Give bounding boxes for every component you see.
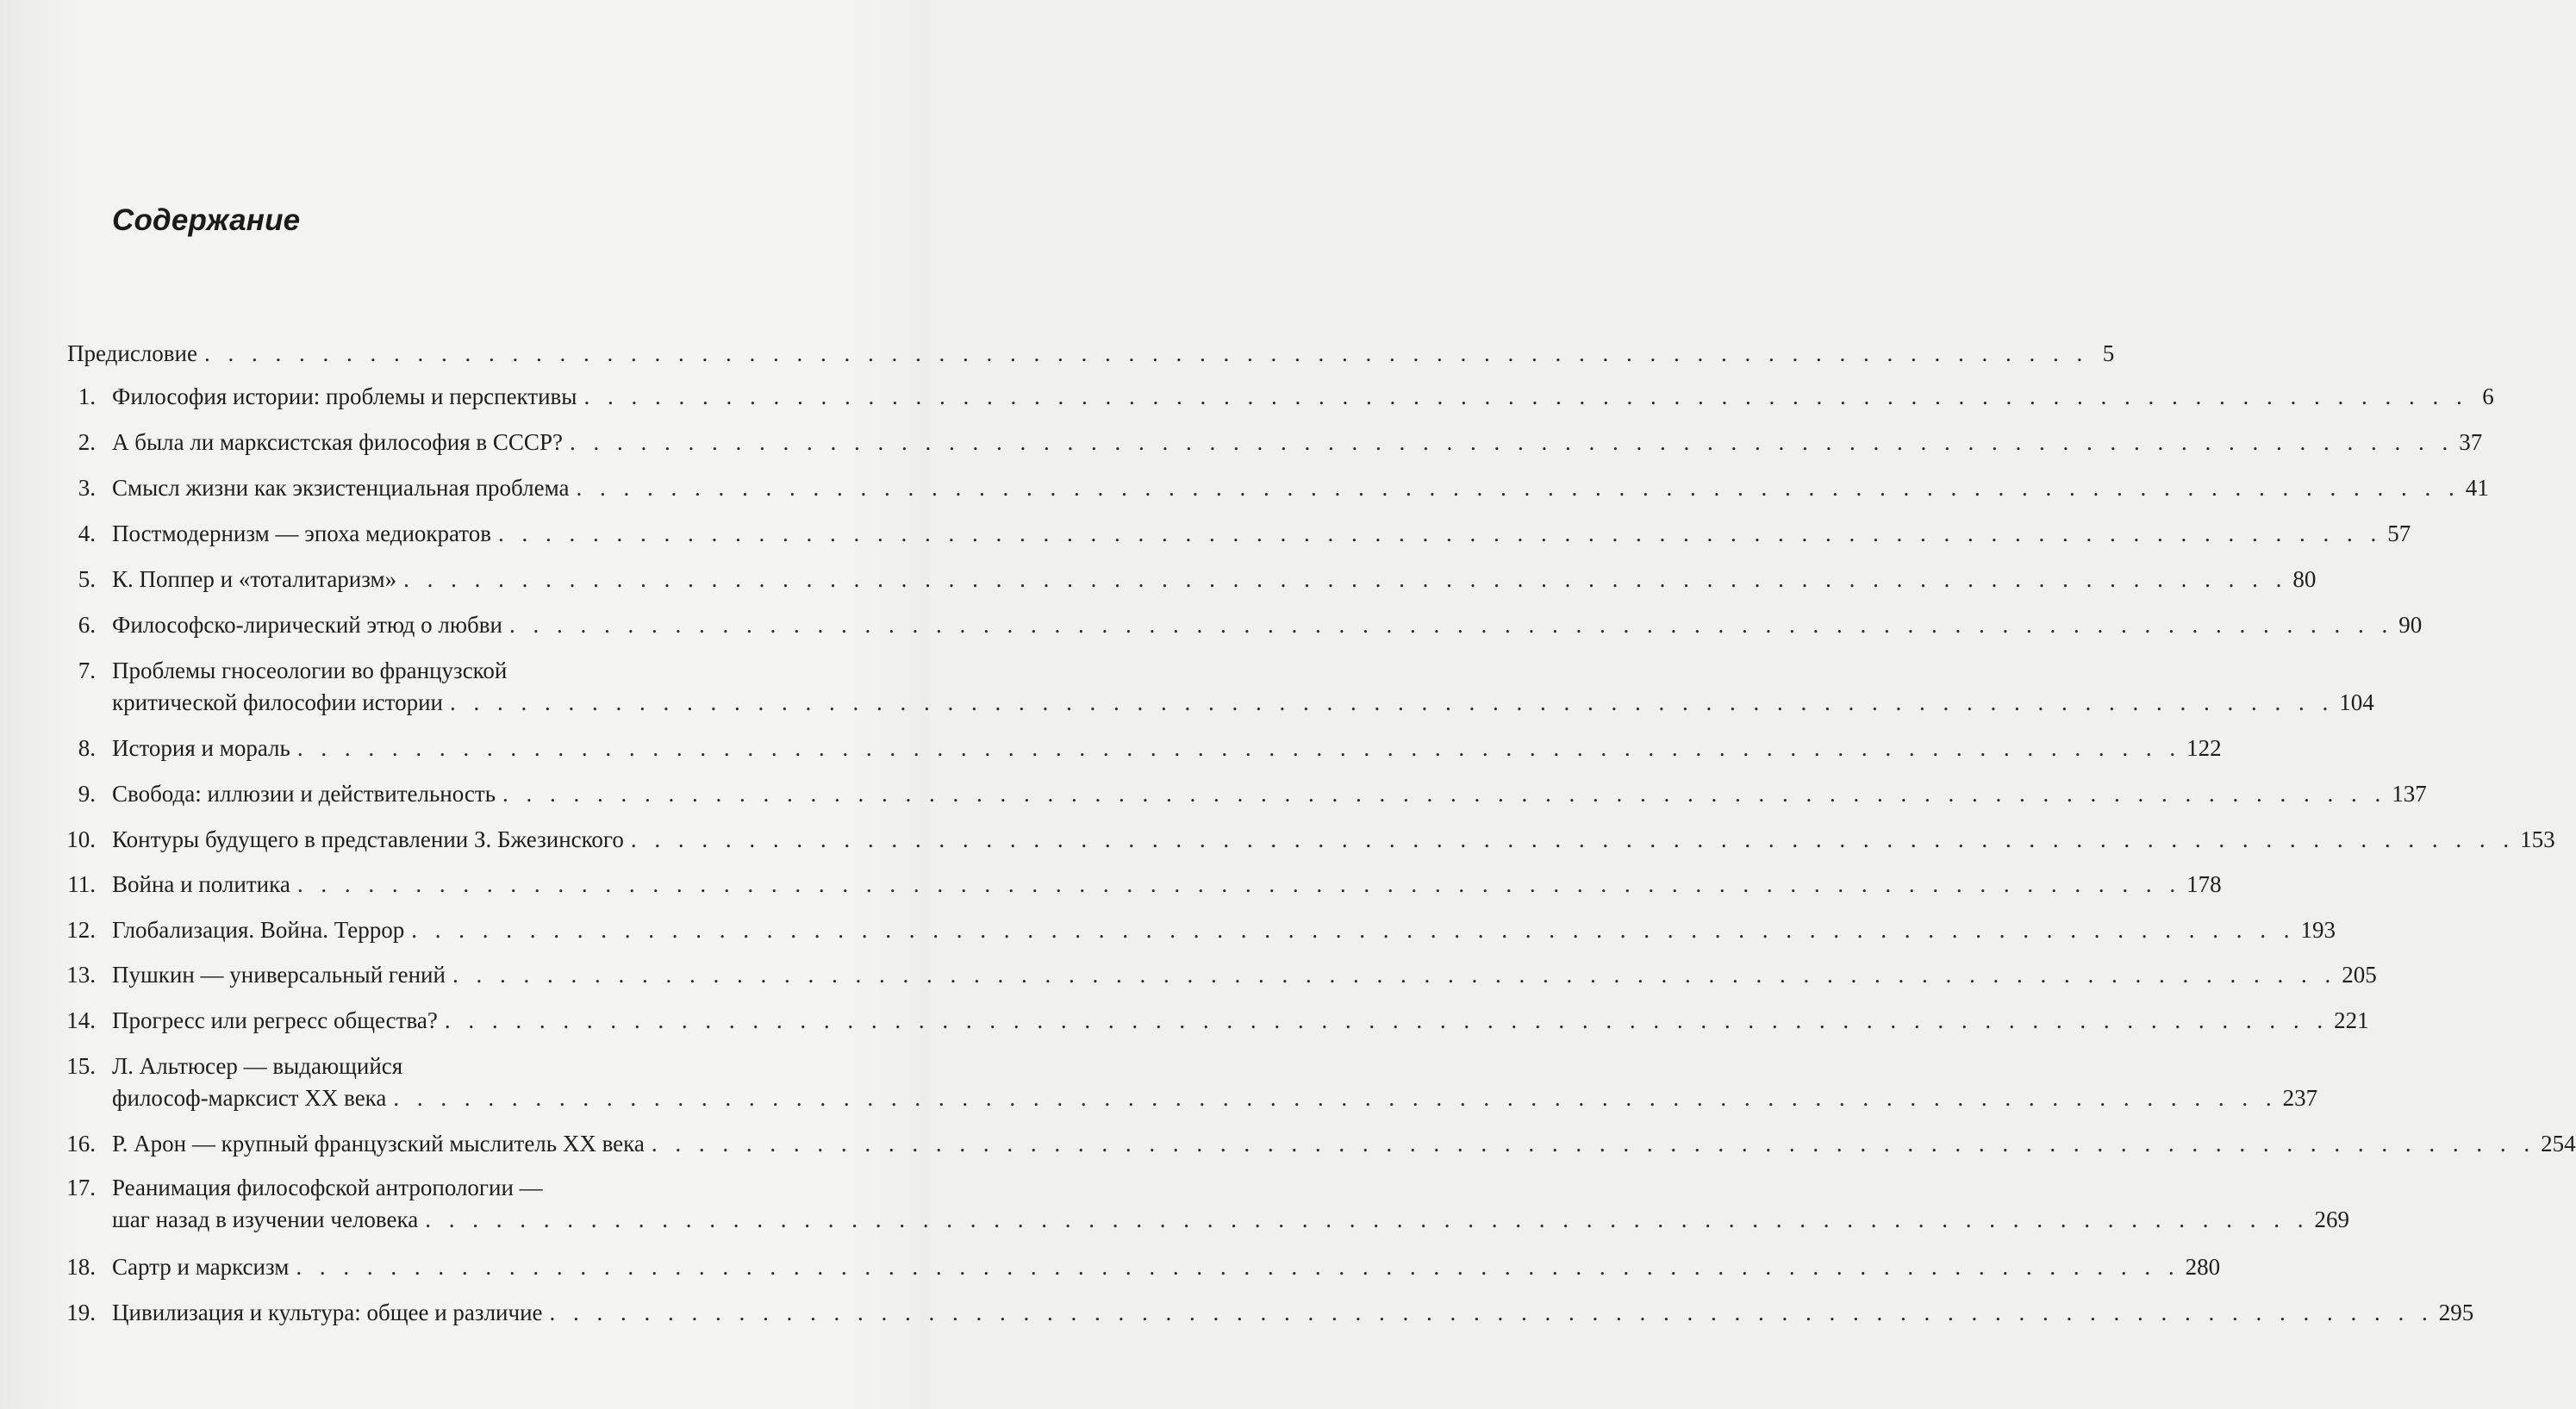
toc-leader-dots: . . . . . . . . . . . . . . . . . . . . . . . . . . . . . . . . . . . . . . . . . . . . . . . . . . . . . . . . . . . . . . . . . . . . . . . . . . . . . . . . [576, 475, 2461, 501]
toc-entry-page: 104 [2339, 689, 2374, 715]
toc-entry-title: Р. Арон — крупный французский мыслитель XX века [112, 1131, 645, 1157]
toc-entry-page: 80 [2292, 566, 2317, 592]
toc-entry-number: 10. [66, 826, 96, 852]
toc-entry-title: История и мораль [112, 735, 290, 761]
toc-entry-page: 153 [2520, 826, 2555, 852]
toc-entry-number: 1. [78, 383, 96, 409]
toc-leader-dots: . . . . . . . . . . . . . . . . . . . . . . . . . . . . . . . . . . . . . . . . . . . . . . . . . . . . . . . . . . . . . . . . . . . . . . . . . . . . . . . . [425, 1206, 2310, 1232]
toc-entry-number: 13. [66, 962, 96, 988]
toc-entry-number: 6. [78, 612, 96, 638]
toc-leader-dots: . . . . . . . . . . . . . . . . . . . . . . . . . . . . . . . . . . . . . . . . . . . . . . . . . . . . . . . . . . . . . . . . . . . . . . . . . . . . . . . . [630, 826, 2516, 852]
toc-entry-number: 2. [78, 429, 96, 455]
toc-entry-page: 122 [2186, 735, 2222, 761]
toc-entry-title: Смысл жизни как экзистенциальная проблема [112, 475, 570, 501]
toc-leader-dots: . . . . . . . . . . . . . . . . . . . . . . . . . . . . . . . . . . . . . . . . . . . . . . . . . . . . . . . . . . . . . . . . . . . . . . . . . . . . . . . . [549, 1300, 2434, 1325]
toc-entry-title: А была ли марксистская философия в СССР? [112, 429, 563, 455]
toc-entry-title: Прогресс или регресс общества? [112, 1007, 438, 1033]
toc-entry-title: Философско-лирический этюд о любви [112, 612, 502, 638]
toc-entry-title: Сартр и марксизм [112, 1254, 290, 1280]
toc-entry-number: 11. [67, 871, 96, 897]
toc-entry-title: Глобализация. Война. Террор [112, 917, 405, 943]
toc-entry-page: 221 [2334, 1007, 2369, 1033]
toc-entry-line [112, 1297, 2474, 1328]
toc-entry-line [112, 609, 2423, 640]
toc-leader-dots: . . . . . . . . . . . . . . . . . . . . . . . . . . . . . . . . . . . . . . . . . . . . . . . . . . . . . . . . . . . . . . . . . . . . . . . . . . . . . . . . [411, 917, 2296, 943]
toc-leader-dots: . . . . . . . . . . . . . . . . . . . . . . . . . . . . . . . . . . . . . . . . . . . . . . . . . . . . . . . . . . . . . . . . . . . . . . . . . . . . . . . . [502, 781, 2387, 807]
toc-entry-number: 15. [66, 1053, 96, 1079]
toc-entry-line [112, 1051, 826, 1082]
toc-entry-number: 12. [66, 917, 96, 943]
toc-entry-line [112, 733, 2222, 764]
toc-leader-dots: . . . . . . . . . . . . . . . . . . . . . . . . . . . . . . . . . . . . . . . . . . . . . . . . . . . . . . . . . . . . . . . . . . . . . . . . . . . . . . . . [449, 689, 2335, 715]
toc-entry-line [112, 959, 2377, 990]
toc-entry-number: 14. [66, 1007, 96, 1033]
toc-entry-line [67, 338, 2115, 369]
toc-entry-page: 137 [2392, 781, 2427, 807]
toc-leader-dots: . . . . . . . . . . . . . . . . . . . . . . . . . . . . . . . . . . . . . . . . . . . . . . . . . . . . . . . . . . . . . . . . . . . . . . . . . . . . . . . . [444, 1007, 2330, 1033]
toc-entry-page: 37 [2459, 429, 2483, 455]
toc-entry-line [112, 1082, 2318, 1113]
toc-entry-number: 16. [66, 1131, 96, 1157]
toc-entry-page: 280 [2185, 1254, 2221, 1280]
toc-entry-title: философ-марксист XX века [112, 1085, 387, 1111]
toc-entry-number: 5. [78, 566, 96, 592]
toc-entry-page: 41 [2465, 475, 2489, 501]
toc-entry-title: Л. Альтюсер — выдающийся [112, 1053, 403, 1079]
toc-leader-dots: . . . . . . . . . . . . . . . . . . . . . . . . . . . . . . . . . . . . . . . . . . . . . . . . . . . . . . . . . . . . . . . . . . . . . . . . . . . . . . . . [393, 1085, 2278, 1111]
toc-entry-line [112, 427, 2483, 458]
toc-entry-title: критической философии истории [112, 689, 443, 715]
toc-entry-line [112, 778, 2427, 809]
toc-entry-line [112, 1005, 2369, 1036]
toc-entry-page: 6 [2482, 383, 2494, 409]
toc-leader-dots: . . . . . . . . . . . . . . . . . . . . . . . . . . . . . . . . . . . . . . . . . . . . . . . . . . . . . . . . . . . . . . . . . . . . . . . . . . . . . . . . [452, 962, 2337, 988]
toc-leader-dots: . . . . . . . . . . . . . . . . . . . . . . . . . . . . . . . . . . . . . . . . . . . . . . . . . . . . . . . . . . . . . . . . . . . . . . . . . . . . . . . . [403, 566, 2288, 592]
toc-entry-page: 193 [2300, 917, 2336, 943]
toc-leader-dots: . . . . . . . . . . . . . . . . . . . . . . . . . . . . . . . . . . . . . . . . . . . . . . . . . . . . . . . . . . . . . . . . . . . . . . . . . . . . . . . . [296, 871, 2182, 897]
toc-entry-page: 57 [2387, 521, 2411, 546]
toc-entry-title: Контуры будущего в представлении З. Бжезинского [112, 826, 624, 852]
toc-entry-title: Пушкин — универсальный гений [112, 962, 446, 988]
toc-leader-dots: . . . . . . . . . . . . . . . . . . . . . . . . . . . . . . . . . . . . . . . . . . . . . . . . . . . . . . . . . . . . . . . . . . . . . . . . . . . . . . . . [583, 383, 2468, 409]
toc-entry-page: 205 [2342, 962, 2377, 988]
toc-entry-page: 178 [2186, 871, 2222, 897]
toc-entry-title: Реанимация философской антропологии — [112, 1175, 543, 1200]
toc-entry-line [112, 472, 2489, 503]
toc-entry-title: Постмодернизм — эпоха медиократов [112, 521, 491, 546]
toc-entry-number: 9. [78, 781, 96, 807]
toc-entry-line [112, 1172, 826, 1203]
toc-leader-dots: . . . . . . . . . . . . . . . . . . . . . . . . . . . . . . . . . . . . . . . . . . . . . . . . . . . . . . . . . . . . . . . . . . . . . . . . . . . . . . . . [651, 1131, 2536, 1157]
toc-entry-number: 17. [66, 1175, 96, 1200]
toc-entry-number: 4. [78, 521, 96, 546]
toc-entry-line [112, 655, 826, 686]
toc-entry-title: Война и политика [112, 871, 290, 897]
toc-entry-line [112, 824, 2555, 855]
toc-heading: Содержание [112, 203, 301, 237]
toc-entry-line [112, 1251, 2221, 1282]
toc-leader-dots: . . . . . . . . . . . . . . . . . . . . . . . . . . . . . . . . . . . . . . . . . . . . . . . . . . . . . . . . . . . . . . . . . . . . . . . . . . . . . . . . [569, 429, 2454, 455]
toc-entry-page: 254 [2541, 1131, 2576, 1157]
toc-leader-dots: . . . . . . . . . . . . . . . . . . . . . . . . . . . . . . . . . . . . . . . . . . . . . . . . . . . . . . . . . . . . . . . . . . . . . . . . . . . . . . . . [296, 1254, 2180, 1280]
toc-entry-title: Проблемы гносеологии во французской [112, 658, 508, 683]
toc-entry-page: 5 [2102, 340, 2115, 366]
toc-entry-number: 8. [78, 735, 96, 761]
toc-entry-line [112, 1204, 2349, 1235]
toc-entry-page: 90 [2398, 612, 2423, 638]
toc-entry-line [112, 564, 2317, 595]
toc-entry-number: 18. [66, 1254, 96, 1280]
toc-entry-number: 3. [78, 475, 96, 501]
toc-leader-dots: . . . . . . . . . . . . . . . . . . . . . . . . . . . . . . . . . . . . . . . . . . . . . . . . . . . . . . . . . . . . . . . . . . . . . . . . . . . . . . . . [296, 735, 2182, 761]
toc-entry-line [112, 518, 2411, 549]
toc-leader-dots: . . . . . . . . . . . . . . . . . . . . . . . . . . . . . . . . . . . . . . . . . . . . . . . . . . . . . . . . . . . . . . . . . . . . . . . . . . . . . . . . [203, 340, 2089, 366]
toc-entry-line [112, 869, 2222, 900]
toc-entry-number: 7. [78, 658, 96, 683]
toc-entry-title: Цивилизация и культура: общее и различие [112, 1300, 543, 1325]
toc-entry-title: К. Поппер и «тоталитаризм» [112, 566, 397, 592]
toc-entry-page: 269 [2314, 1206, 2349, 1232]
toc-entry-line [112, 914, 2336, 945]
toc-entry-title: Предисловие [67, 340, 197, 366]
toc-leader-dots: . . . . . . . . . . . . . . . . . . . . . . . . . . . . . . . . . . . . . . . . . . . . . . . . . . . . . . . . . . . . . . . . . . . . . . . . . . . . . . . . [509, 612, 2394, 638]
toc-entry-title: Свобода: иллюзии и действительность [112, 781, 496, 807]
toc-entry-number: 19. [66, 1300, 96, 1325]
toc-entry-title: шаг назад в изучении человека [112, 1206, 419, 1232]
toc-entry-title: Философия истории: проблемы и перспективы [112, 383, 577, 409]
toc-entry-page: 237 [2282, 1085, 2318, 1111]
toc-entry-line [112, 1128, 2576, 1159]
toc-entry-line [112, 381, 2494, 412]
toc-leader-dots: . . . . . . . . . . . . . . . . . . . . . . . . . . . . . . . . . . . . . . . . . . . . . . . . . . . . . . . . . . . . . . . . . . . . . . . . . . . . . . . . [498, 521, 2383, 546]
toc-entry-page: 295 [2438, 1300, 2474, 1325]
toc-entry-line [112, 687, 2374, 718]
